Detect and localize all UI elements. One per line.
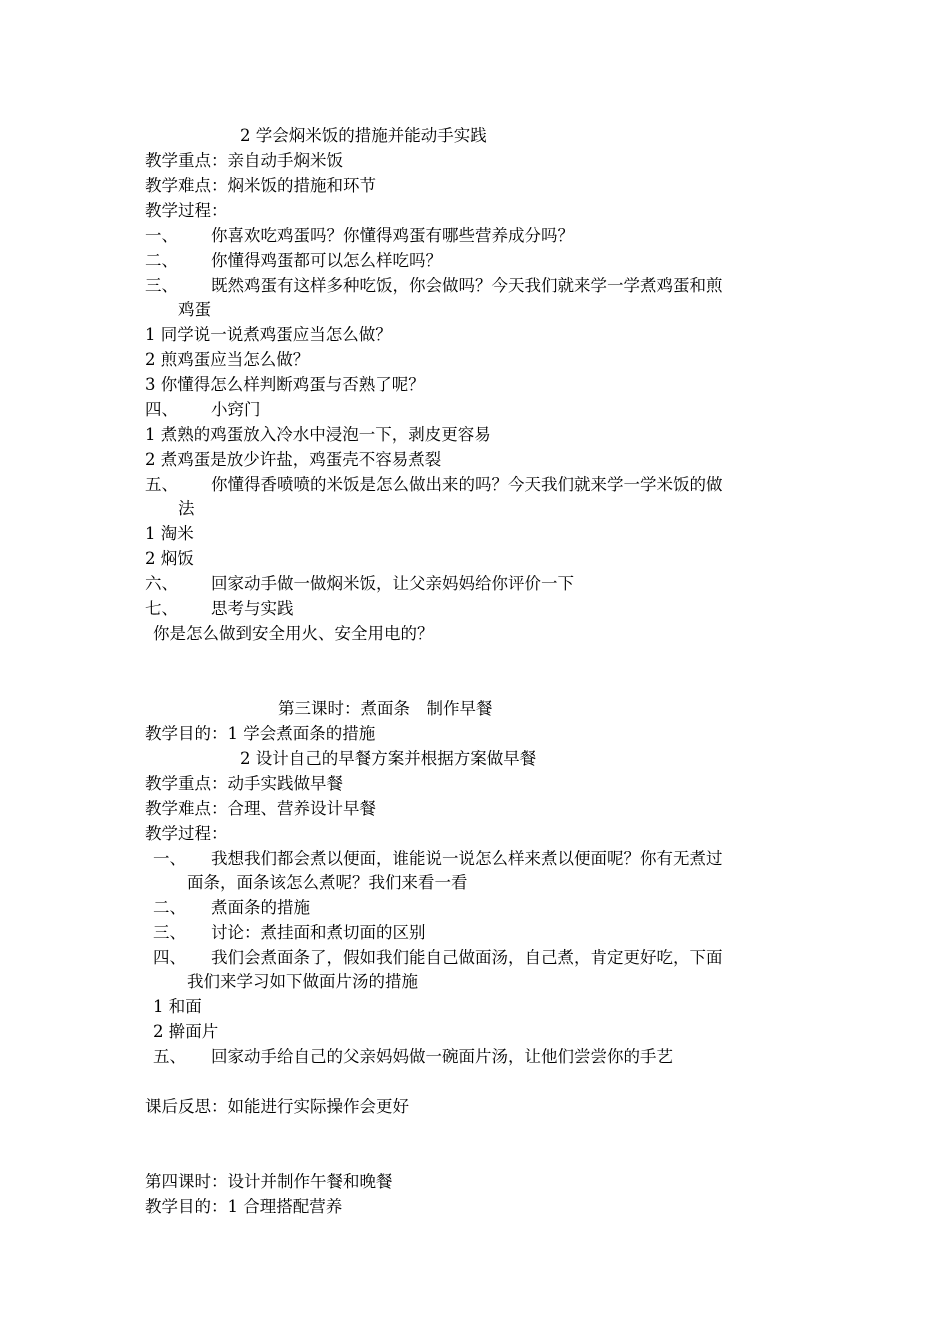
step-number: 一、 xyxy=(145,226,178,245)
step-text: 你懂得鸡蛋都可以怎么样吃吗？ xyxy=(211,251,442,270)
step-text: 我们会煮面条了，假如我们能自己做面汤，自己煮，肯定更好吃，下面 xyxy=(211,948,723,967)
reflection-line: 课后反思：如能进行实际操作会更好 xyxy=(145,1097,409,1116)
step-text: 小窍门 xyxy=(211,400,261,419)
step-number: 一、 xyxy=(153,849,186,868)
process-label: 教学过程： xyxy=(145,824,228,843)
key-point-line: 教学重点：动手实践做早餐 xyxy=(145,774,343,793)
step-text: 回家动手给自己的父亲妈妈做一碗面片汤，让他们尝尝你的手艺 xyxy=(211,1047,673,1066)
sub-item: 2 擀面片 xyxy=(153,1022,219,1041)
step-number: 二、 xyxy=(153,898,186,917)
sub-item: 1 淘米 xyxy=(145,524,194,543)
step-text-continued: 我们来学习如下做面片汤的措施 xyxy=(187,972,418,991)
objective-line: 教学目的：1 学会煮面条的措施 xyxy=(145,724,376,743)
step-text-continued: 鸡蛋 xyxy=(178,300,211,319)
step-number: 三、 xyxy=(145,276,178,295)
objective-line: 2 学会焖米饭的措施并能动手实践 xyxy=(240,126,487,145)
step-text: 讨论：煮挂面和煮切面的区别 xyxy=(211,923,426,942)
step-number: 三、 xyxy=(153,923,186,942)
step-text-continued: 法 xyxy=(178,499,195,518)
step-number: 六、 xyxy=(145,574,178,593)
step-text: 我想我们都会煮以便面，谁能说一说怎么样来煮以便面呢？你有无煮过 xyxy=(211,849,723,868)
process-label: 教学过程： xyxy=(145,201,228,220)
sub-item: 1 煮熟的鸡蛋放入冷水中浸泡一下，剥皮更容易 xyxy=(145,425,491,444)
step-text: 思考与实践 xyxy=(211,599,294,618)
objective-line: 教学目的：1 合理搭配营养 xyxy=(145,1197,343,1216)
difficulty-line: 教学难点：合理、营养设计早餐 xyxy=(145,799,376,818)
step-text: 你懂得香喷喷的米饭是怎么做出来的吗？今天我们就来学一学米饭的做 xyxy=(211,475,723,494)
sub-item: 1 和面 xyxy=(153,997,202,1016)
step-number: 五、 xyxy=(153,1047,186,1066)
step-text: 回家动手做一做焖米饭，让父亲妈妈给你评价一下 xyxy=(211,574,574,593)
section-title: 第四课时：设计并制作午餐和晚餐 xyxy=(145,1172,393,1191)
section-title: 第三课时：煮面条 制作早餐 xyxy=(278,699,493,718)
step-number: 七、 xyxy=(145,599,178,618)
step-text: 既然鸡蛋有这样多种吃饭，你会做吗？今天我们就来学一学煮鸡蛋和煎 xyxy=(211,276,723,295)
step-text: 你喜欢吃鸡蛋吗？你懂得鸡蛋有哪些营养成分吗？ xyxy=(211,226,574,245)
key-point-line: 教学重点：亲自动手焖米饭 xyxy=(145,151,343,170)
sub-item: 2 焖饭 xyxy=(145,549,194,568)
sub-item: 1 同学说一说煮鸡蛋应当怎么做？ xyxy=(145,325,392,344)
step-number: 二、 xyxy=(145,251,178,270)
step-text-continued: 面条，面条该怎么煮呢？我们来看一看 xyxy=(187,873,468,892)
sub-item: 2 煮鸡蛋是放少许盐，鸡蛋壳不容易煮裂 xyxy=(145,450,442,469)
objective-line: 2 设计自己的早餐方案并根据方案做早餐 xyxy=(240,749,537,768)
step-text: 煮面条的措施 xyxy=(211,898,310,917)
question-line: 你是怎么做到安全用火、安全用电的？ xyxy=(153,624,434,643)
sub-item: 3 你懂得怎么样判断鸡蛋与否熟了呢？ xyxy=(145,375,425,394)
step-number: 四、 xyxy=(145,400,178,419)
step-number: 五、 xyxy=(145,475,178,494)
step-number: 四、 xyxy=(153,948,186,967)
sub-item: 2 煎鸡蛋应当怎么做？ xyxy=(145,350,310,369)
difficulty-line: 教学难点：焖米饭的措施和环节 xyxy=(145,176,376,195)
